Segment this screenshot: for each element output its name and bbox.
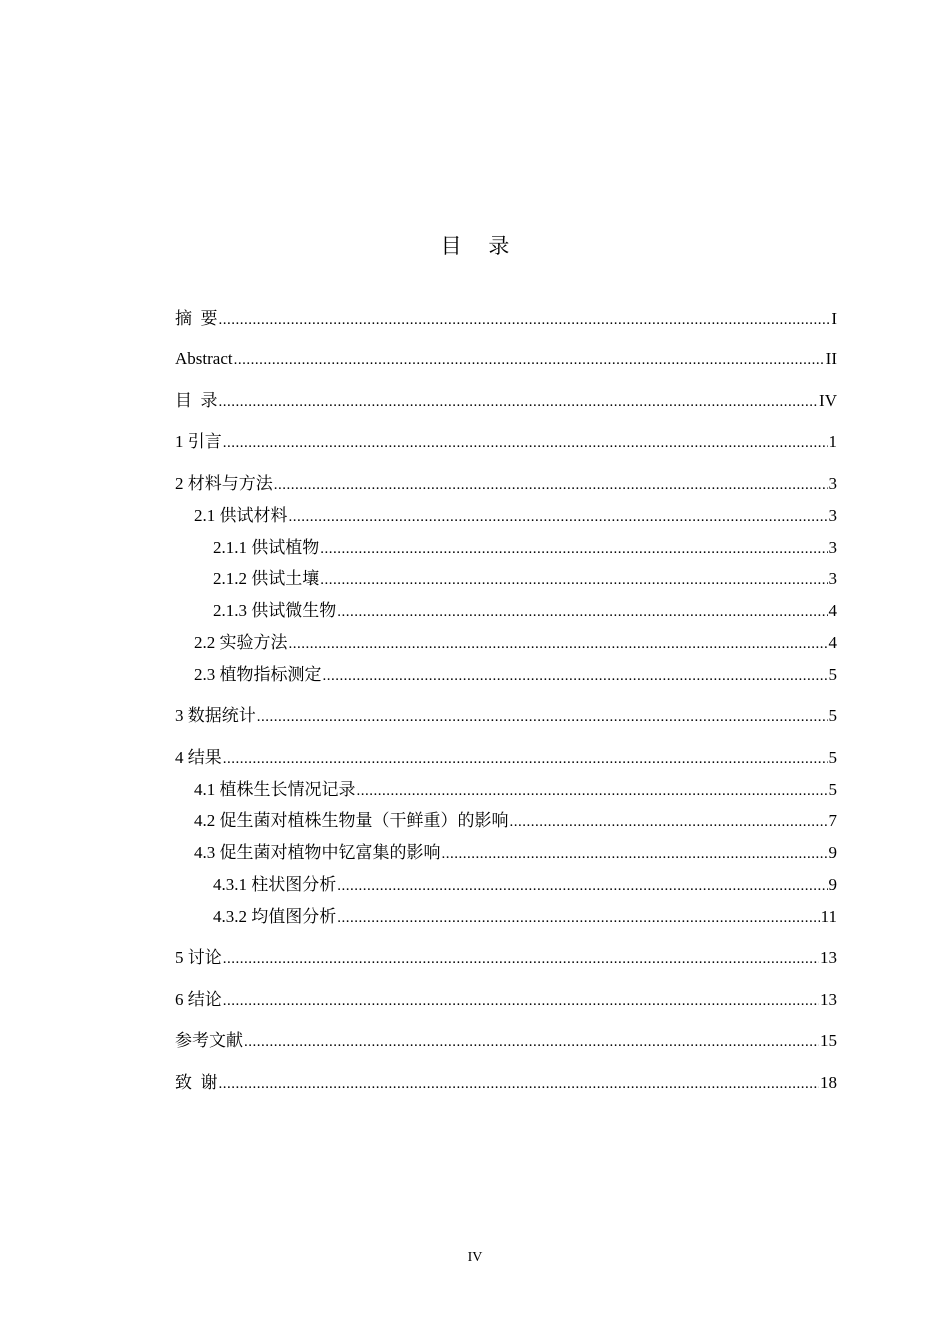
toc-dot-leader	[219, 1072, 820, 1096]
toc-entry-yttrium-enrichment[interactable]	[194, 841, 837, 865]
toc-entry-label: 3 数据统计	[175, 706, 256, 725]
page-number: IV	[467, 1250, 483, 1265]
toc-entry-label: 1 引言	[175, 432, 222, 451]
toc-entry-label: 2.1.2 供试土壤	[213, 569, 320, 588]
toc-dot-leader	[219, 308, 831, 332]
toc-entry-page: 7	[828, 811, 837, 830]
toc-dot-leader	[357, 779, 828, 803]
toc-entry-label: 2.1.1 供试植物	[213, 538, 320, 557]
toc-entry-label: 4.1 植株生长情况记录	[194, 780, 356, 799]
toc-dot-leader	[337, 874, 827, 898]
toc-entry-test-plants[interactable]	[213, 536, 837, 560]
toc-entry-label: 4.2 促生菌对植株生物量（干鲜重）的影响	[194, 811, 509, 830]
toc-entry-label: 2 材料与方法	[175, 474, 273, 493]
toc-entry-page: I	[831, 309, 837, 328]
toc-entry-page: 15	[820, 1031, 837, 1050]
toc-entry-introduction[interactable]	[175, 430, 837, 454]
toc-entry-label: 2.1 供试材料	[194, 506, 288, 525]
toc-entry-bar-chart-analysis[interactable]	[213, 873, 837, 897]
toc-entry-page: 9	[828, 875, 837, 894]
toc-entry-page: 9	[828, 843, 837, 862]
toc-entry-label: 目 录	[175, 391, 218, 410]
toc-entry-page: 3	[828, 569, 837, 588]
toc-entry-references[interactable]	[175, 1029, 837, 1053]
toc-entry-label: 2.2 实验方法	[194, 633, 288, 652]
toc-dot-leader	[234, 348, 825, 372]
toc-dot-leader	[244, 1030, 819, 1054]
toc-entry-page: 3	[828, 538, 837, 557]
toc-entry-page: 11	[820, 907, 837, 926]
toc-entry-label: 4.3.2 均值图分析	[213, 907, 337, 926]
toc-entry-test-microbes[interactable]	[213, 599, 837, 623]
toc-entry-label: 致 谢	[175, 1073, 218, 1092]
toc-entry-label: 参考文献	[175, 1031, 243, 1050]
toc-dot-leader	[323, 664, 828, 688]
toc-dot-leader	[337, 906, 819, 930]
toc-entry-mean-chart-analysis[interactable]	[213, 905, 837, 929]
toc-entry-test-materials[interactable]	[194, 504, 837, 528]
toc-dot-leader	[510, 810, 828, 834]
toc-entry-page: 3	[828, 506, 837, 525]
toc-entry-materials-methods[interactable]	[175, 472, 837, 496]
toc-entry-page: 3	[828, 474, 837, 493]
toc-entry-page: 5	[828, 665, 837, 684]
toc-entry-label: 2.1.3 供试微生物	[213, 601, 337, 620]
toc-entry-label: 4.3 促生菌对植物中钇富集的影响	[194, 843, 441, 862]
toc-entry-page: 4	[828, 601, 837, 620]
toc-entry-page: 5	[828, 748, 837, 767]
toc-title: 目 录	[440, 234, 520, 258]
toc-entry-experiment-methods[interactable]	[194, 631, 837, 655]
toc-entry-page: 5	[828, 780, 837, 799]
toc-entry-page: II	[825, 349, 837, 368]
toc-entry-page: 13	[820, 948, 837, 967]
toc-dot-leader	[223, 431, 828, 455]
toc-dot-leader	[274, 473, 828, 497]
toc-dot-leader	[223, 989, 819, 1013]
toc-entry-label: 4.3.1 柱状图分析	[213, 875, 337, 894]
toc-entry-page: IV	[819, 391, 837, 410]
toc-entry-test-soil[interactable]	[213, 567, 837, 591]
toc-entry-plant-indicators[interactable]	[194, 663, 837, 687]
toc-entry-results[interactable]	[175, 746, 837, 770]
toc-dot-leader	[219, 390, 819, 414]
toc-dot-leader	[320, 568, 827, 592]
toc-entry-abstract-cn[interactable]	[175, 307, 837, 331]
toc-dot-leader	[223, 747, 828, 771]
toc-entry-label: 5 讨论	[175, 948, 222, 967]
toc-entry-label: 2.3 植物指标测定	[194, 665, 322, 684]
toc-entry-label: 摘 要	[175, 309, 218, 328]
toc-entry-page: 13	[820, 990, 837, 1009]
toc-dot-leader	[442, 842, 828, 866]
toc-dot-leader	[320, 537, 827, 561]
toc-entry-growth-record[interactable]	[194, 778, 837, 802]
toc-entry-conclusion[interactable]	[175, 988, 837, 1012]
toc-dot-leader	[257, 705, 828, 729]
toc-entry-page: 4	[828, 633, 837, 652]
toc-dot-leader	[337, 600, 827, 624]
toc-entry-page: 1	[828, 432, 837, 451]
toc-entry-label: 4 结果	[175, 748, 222, 767]
toc-dot-leader	[223, 947, 819, 971]
toc-dot-leader	[289, 505, 828, 529]
toc-entry-contents[interactable]	[175, 389, 837, 413]
toc-entry-data-statistics[interactable]	[175, 704, 837, 728]
toc-entry-acknowledgements[interactable]	[175, 1071, 837, 1095]
toc-entry-biomass-effect[interactable]	[194, 809, 837, 833]
toc-entry-label: 6 结论	[175, 990, 222, 1009]
toc-entry-discussion[interactable]	[175, 946, 837, 970]
toc-entry-label: Abstract	[175, 349, 233, 368]
toc-list	[175, 0, 837, 1344]
toc-entry-page: 5	[828, 706, 837, 725]
toc-entry-abstract-en[interactable]	[175, 347, 837, 371]
toc-entry-page: 18	[820, 1073, 837, 1092]
toc-dot-leader	[289, 632, 828, 656]
